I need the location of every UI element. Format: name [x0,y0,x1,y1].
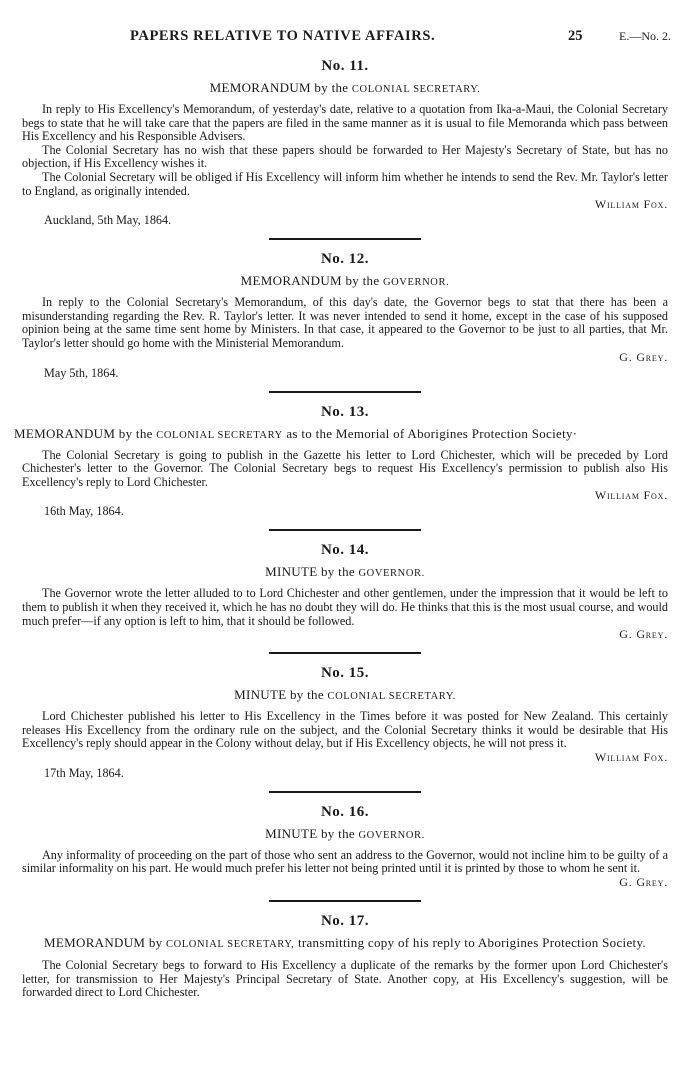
running-title: PAPERS RELATIVE TO NATIVE AFFAIRS. [130,28,436,44]
section-17 [22,913,668,1000]
heading-prefix: MEMORANDUM by the [14,425,157,441]
section-divider [269,529,421,531]
section-divider [269,900,421,902]
heading-prefix: MINUTE by the [234,687,328,703]
section-heading [22,80,668,96]
heading-suffix: as to the Memorial of Aborigines Protection Society· [282,425,578,441]
heading-author: GOVERNOR. [358,829,425,841]
heading-author: COLONIAL SECRETARY. [327,691,456,703]
section-16 [22,804,668,889]
heading-author: COLONIAL SECRETARY, [165,939,295,951]
document-body [14,58,668,1000]
running-header [0,28,700,48]
section-number: No. 16. [320,803,370,820]
signature: G. Grey. [619,875,668,890]
date-line: 17th May, 1864. [44,765,124,780]
section-divider [269,652,421,654]
section-heading [22,273,668,289]
section-number: No. 12. [320,251,370,268]
section-divider [269,791,421,793]
section-number: No. 11. [321,58,369,74]
signature: William Fox. [594,749,668,764]
section-12 [22,251,668,379]
paragraph: In reply to His Excellency's Memorandum, of yesterday's date, relative to a quotation from Ika-a-Maui, the Colonial Secretary begs to state that he will take care that the papers are filed in the same manner as it is usual to file Memoranda which pass between His Excellency and his Responsible Advisers. [22,102,668,144]
paragraph: In reply to the Colonial Secretary's Memorandum, of this day's date, the Governor begs to stat that there has been a misunderstanding regarding the Rev. R. Taylor's letter. It was never intended to send it home, except in the case of his supposed opinion being at the same time sent home by Ministers. In that case, it appeared to the Governor to be just to all parties, that Mr. Taylor's letter should go home with the Ministerial Memorandum. [22,295,668,350]
heading-author: GOVERNOR. [358,568,425,580]
section-divider [269,391,421,393]
heading-prefix: MEMORANDUM by [44,935,166,951]
paragraph: The Colonial Secretary is going to publish in the Gazette his letter to Lord Chichester, which will be preceded by Lord Chichester's letter to the Governor. The Colonial Secretary begs to request His Excellency's permission to publish also His Excellency's reply to Lord Chichester. [22,447,668,489]
section-heading [22,564,668,580]
date-line: May 5th, 1864. [44,365,119,380]
paper-reference: E.—No. 2. [619,29,671,43]
page-number: 25 [568,28,583,44]
section-13 [14,403,668,519]
heading-prefix: MINUTE by the [265,564,359,580]
paragraph: The Colonial Secretary has no wish that these papers should be forwarded to Her Majesty's Secretary of State, but has no objection, if His Excellency wishes it. [22,142,668,171]
section-15 [22,665,668,780]
section-heading [14,426,668,442]
heading-suffix: transmitting copy of his reply to Aborigines Protection Society. [294,935,646,951]
section-number: No. 15. [320,665,370,682]
section-heading [22,935,668,952]
heading-author: GOVERNOR. [382,277,450,289]
date-line: 16th May, 1864. [44,504,124,519]
date-line: Auckland, 5th May, 1864. [44,213,172,228]
heading-prefix: MEMORANDUM by the [240,273,383,289]
paragraph: The Governor wrote the letter alluded to to Lord Chichester and other gentlemen, under the impression that it would be left to them to publish it when they received it, which he has no doubt they will do. He thinks that this is the most usual course, and would much prefer—if any option is left to him, that it should be followed. [22,586,668,628]
section-number: No. 13. [320,403,370,420]
signature: G. Grey. [619,627,668,642]
section-11 [22,58,668,227]
section-14 [22,542,668,641]
heading-author: COLONIAL SECRETARY. [351,84,481,95]
section-heading [22,826,668,842]
heading-author: COLONIAL SECRETARY [156,429,283,441]
section-number: No. 14. [320,542,370,559]
paragraph: The Colonial Secretary will be obliged if His Excellency will inform him whether he intends to send the Rev. Mr. Taylor's letter to England, as originally intended. [22,169,668,198]
signature: William Fox. [594,488,668,503]
signature: William Fox. [594,197,668,212]
paragraph: Any informality of proceeding on the part of those who sent an address to the Governor, would not incline him to be guilty of a similar informality on his part. He would much prefer his letter not being printed until it is printed by those to whom he sent it. [22,847,668,876]
paragraph: The Colonial Secretary begs to forward to His Excellency a duplicate of the remarks by the former upon Lord Chichester's letter, for transmission to Her Majesty's Principal Secretary of State. Another copy, at His Excellency's suggestion, will be forwarded direct to Lord Chichester. [22,958,668,1000]
heading-prefix: MEMORANDUM by the [209,80,352,95]
heading-prefix: MINUTE by the [265,825,359,841]
section-number: No. 17. [320,913,370,930]
signature: G. Grey. [619,349,668,364]
section-divider [269,238,421,240]
paragraph: Lord Chichester published his letter to His Excellency in the Times before it was posted for New Zealand. This certainly releases His Excellency from the ordinary rule on the subject, and the Colonial Secretary thinks it would be desirable that His Excellency's reply should appear in the Colony without delay, but if His Excellency objects, he will not press it. [22,709,668,751]
section-heading [22,687,668,703]
